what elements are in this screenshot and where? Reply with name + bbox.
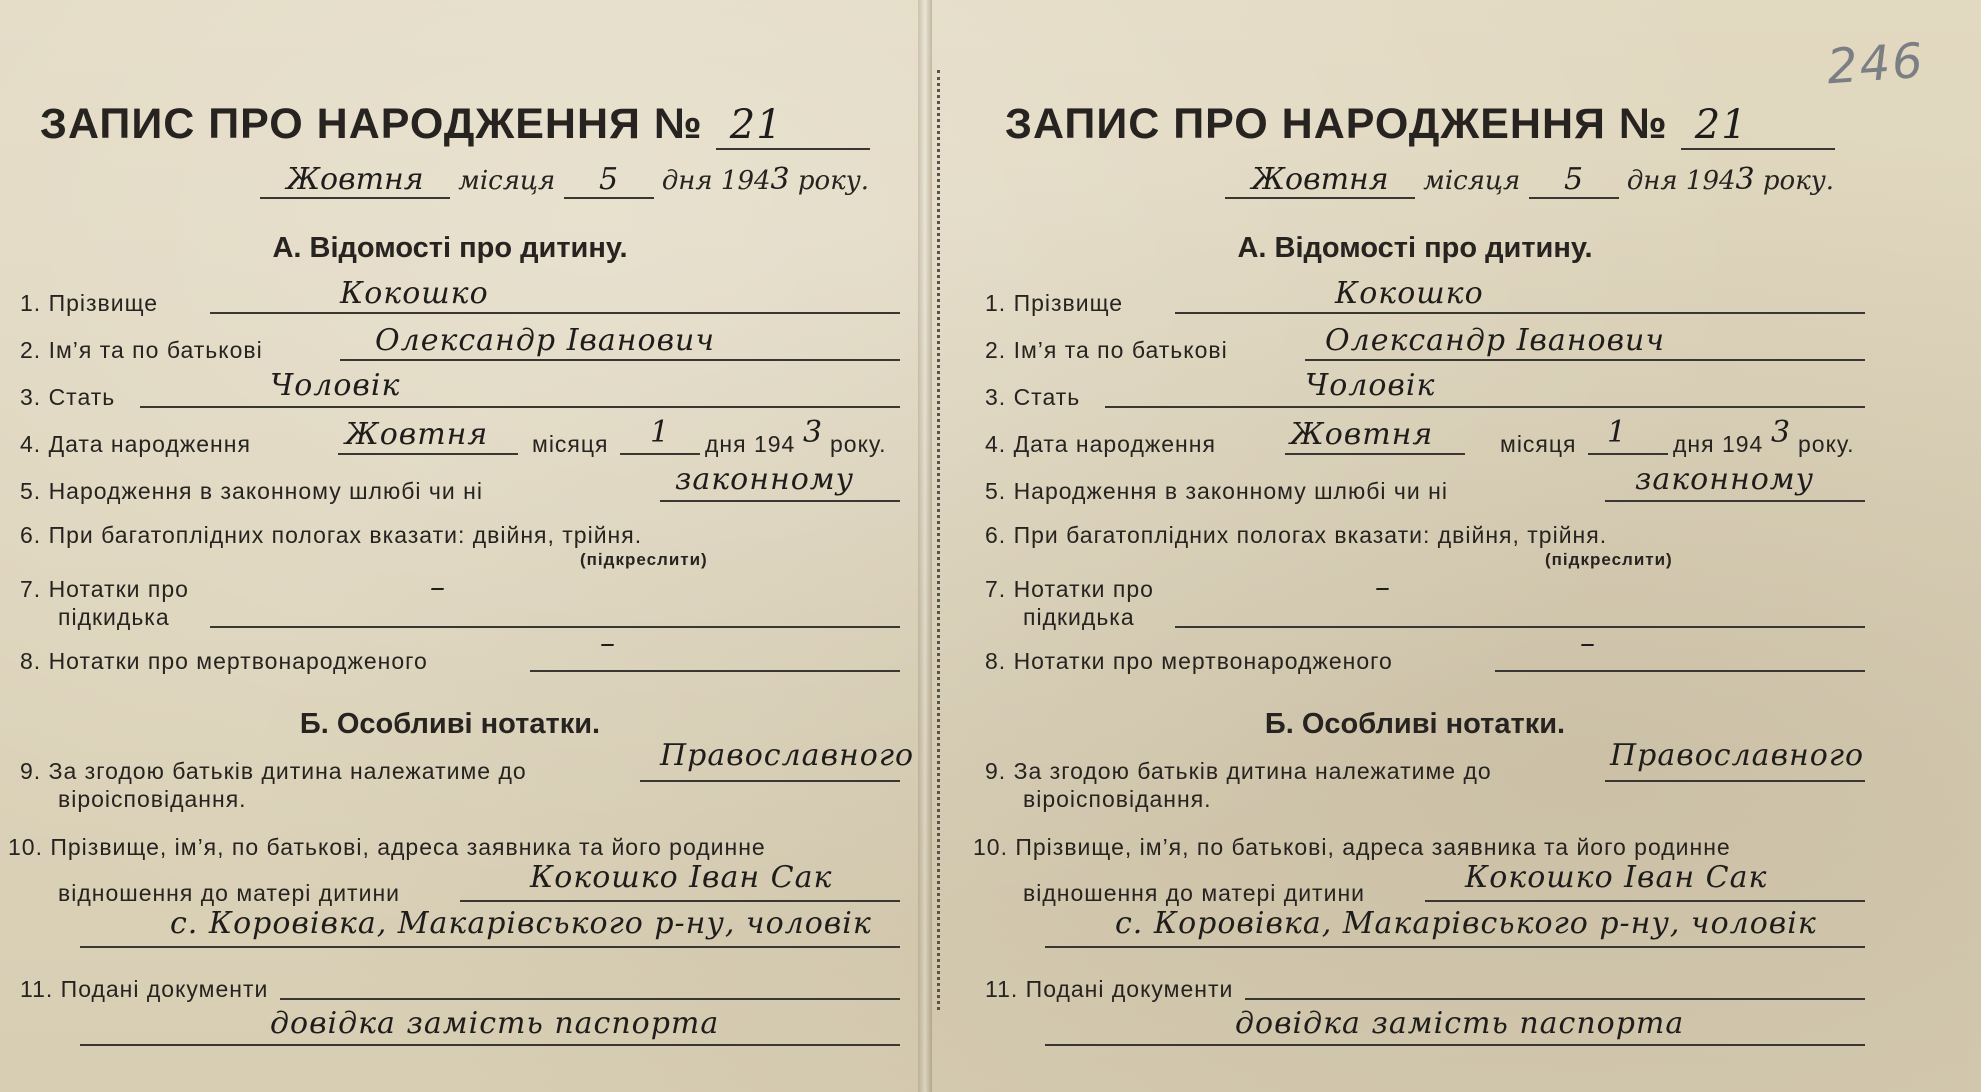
day-word: дня 194: [705, 431, 796, 457]
perforation-line: [937, 70, 940, 1010]
archive-page-number: 246: [1825, 32, 1927, 96]
month-word: місяця: [532, 431, 609, 457]
fill-line: [1045, 946, 1865, 948]
fill-line: [1305, 359, 1865, 361]
documents-value: довідка замість паспорта: [1235, 1006, 1685, 1041]
year-word: року.: [797, 166, 870, 196]
fill-line: [338, 453, 518, 455]
fill-line: [340, 359, 900, 361]
form-title-text: ЗАПИС ПРО НАРОДЖЕННЯ №: [1005, 100, 1668, 148]
underline-note: (підкреслити): [1545, 550, 1673, 569]
applicant-address-value: с. Коровівка, Макарівського р-ну, чоловік: [170, 906, 872, 941]
field-label: 3. Стать: [20, 384, 116, 410]
stillborn-value: –: [1580, 626, 1596, 661]
field-label: 9. За згодою батьків дитина належатиме до: [985, 758, 1492, 784]
form-title-text: ЗАПИС ПРО НАРОДЖЕННЯ №: [40, 100, 703, 148]
birth-year-value: 3: [1771, 415, 1792, 450]
stillborn-value: –: [600, 626, 616, 661]
field-label-cont: підкидька: [58, 604, 170, 630]
form-title: [40, 100, 870, 150]
form-title: [1005, 100, 1835, 150]
applicant-address-value: с. Коровівка, Макарівського р-ну, чоловік: [1115, 906, 1817, 941]
year-word: року.: [1798, 431, 1855, 457]
documents-value: довідка замість паспорта: [270, 1006, 720, 1041]
fill-line: [660, 500, 900, 502]
year-word: року.: [1762, 166, 1835, 196]
legitimacy-value: законному: [1635, 462, 1815, 497]
fill-line: [1605, 500, 1865, 502]
religion-value: Православного: [660, 738, 915, 773]
fill-line: [210, 626, 900, 628]
field-label-cont: підкидька: [1023, 604, 1135, 630]
field-label: 3. Стать: [985, 384, 1081, 410]
fill-line: [620, 453, 700, 455]
fill-line: [140, 406, 900, 408]
fill-line: [530, 670, 900, 672]
birth-month-value: Жовтня: [1290, 417, 1434, 452]
field-label: 7. Нотатки про: [20, 576, 189, 602]
field-label: 8. Нотатки про мертвонародженого: [20, 648, 428, 674]
field-label: 10. Прізвище, ім’я, по батькові, адреса заявника та його родинне: [8, 834, 766, 860]
fill-line: [1045, 1044, 1865, 1046]
field-label: 1. Прізвище: [985, 290, 1124, 316]
month-word: місяця: [1423, 166, 1521, 196]
day-word: дня 194: [661, 166, 771, 196]
fill-line: [1605, 780, 1865, 782]
field-label: 11. Подані документи: [20, 976, 269, 1002]
fill-line: [1105, 406, 1865, 408]
field-label: 9. За згодою батьків дитина належатиме до: [20, 758, 527, 784]
surname-value: Кокошко: [1335, 276, 1484, 311]
month-word: місяця: [458, 166, 556, 196]
section-b-heading: Б. Особливі нотатки.: [299, 708, 601, 740]
field-label: 1. Прізвище: [20, 290, 159, 316]
record-form-right: [973, 0, 1885, 1092]
fill-line: [1245, 998, 1865, 1000]
day-word: дня 194: [1626, 166, 1736, 196]
registration-day: 5: [564, 162, 654, 199]
registration-date: [1225, 162, 1834, 199]
birth-day-value: 1: [1607, 415, 1628, 450]
name-value: Олександр Іванович: [375, 323, 716, 358]
name-value: Олександр Іванович: [1325, 323, 1666, 358]
field-label: 6. При багатоплідних пологах вказати: двійня, трійня.: [20, 522, 643, 548]
page-fold: [918, 0, 932, 1092]
birth-day-value: 1: [650, 415, 671, 450]
registration-month: Жовтня: [1225, 162, 1415, 199]
field-label: 8. Нотатки про мертвонародженого: [985, 648, 1393, 674]
birth-year-value: 3: [803, 415, 824, 450]
fill-line: [80, 1044, 900, 1046]
fill-line: [80, 946, 900, 948]
fill-line: [1175, 626, 1865, 628]
sex-value: Чоловік: [270, 368, 401, 403]
record-number: 21: [1681, 102, 1835, 150]
section-a-heading: А. Відомості про дитину.: [1237, 232, 1593, 264]
field-label: 2. Ім’я та по батькові: [20, 337, 263, 363]
field-label-cont: відношення до матері дитини: [58, 880, 400, 906]
foundling-value: –: [1375, 570, 1391, 605]
registration-month: Жовтня: [260, 162, 450, 199]
section-b-heading: Б. Особливі нотатки.: [1264, 708, 1566, 740]
fill-line: [1495, 670, 1865, 672]
field-label: 4. Дата народження: [985, 431, 1216, 457]
field-label: 4. Дата народження: [20, 431, 251, 457]
field-label-cont: віроісповідання.: [1023, 786, 1212, 812]
legitimacy-value: законному: [675, 462, 855, 497]
registration-year: 3: [770, 162, 790, 197]
applicant-name-value: Кокошко Іван Сак: [530, 860, 833, 895]
surname-value: Кокошко: [340, 276, 489, 311]
record-form-left: [8, 0, 920, 1092]
section-a-heading: А. Відомості про дитину.: [272, 232, 628, 264]
field-label-cont: відношення до матері дитини: [1023, 880, 1365, 906]
field-label: 11. Подані документи: [985, 976, 1234, 1002]
foundling-value: –: [430, 570, 446, 605]
fill-line: [280, 998, 900, 1000]
day-word: дня 194: [1673, 431, 1764, 457]
religion-value: Православного: [1610, 738, 1865, 773]
field-label: 7. Нотатки про: [985, 576, 1154, 602]
sex-value: Чоловік: [1305, 368, 1436, 403]
fill-line: [1285, 453, 1465, 455]
fill-line: [1175, 312, 1865, 314]
applicant-name-value: Кокошко Іван Сак: [1465, 860, 1768, 895]
fill-line: [1425, 900, 1865, 902]
birth-month-value: Жовтня: [345, 417, 489, 452]
registration-year: 3: [1735, 162, 1755, 197]
field-label: 5. Народження в законному шлюбі чи ні: [985, 478, 1448, 504]
field-label: 10. Прізвище, ім’я, по батькові, адреса заявника та його родинне: [973, 834, 1731, 860]
fill-line: [640, 780, 900, 782]
field-label: 2. Ім’я та по батькові: [985, 337, 1228, 363]
month-word: місяця: [1500, 431, 1577, 457]
fill-line: [210, 312, 900, 314]
field-label-cont: віроісповідання.: [58, 786, 247, 812]
fill-line: [1588, 453, 1668, 455]
registration-date: [260, 162, 869, 199]
field-label: 6. При багатоплідних пологах вказати: двійня, трійня.: [985, 522, 1608, 548]
year-word: року.: [830, 431, 887, 457]
record-number: 21: [716, 102, 870, 150]
field-label: 5. Народження в законному шлюбі чи ні: [20, 478, 483, 504]
registration-day: 5: [1529, 162, 1619, 199]
underline-note: (підкреслити): [580, 550, 708, 569]
fill-line: [460, 900, 900, 902]
